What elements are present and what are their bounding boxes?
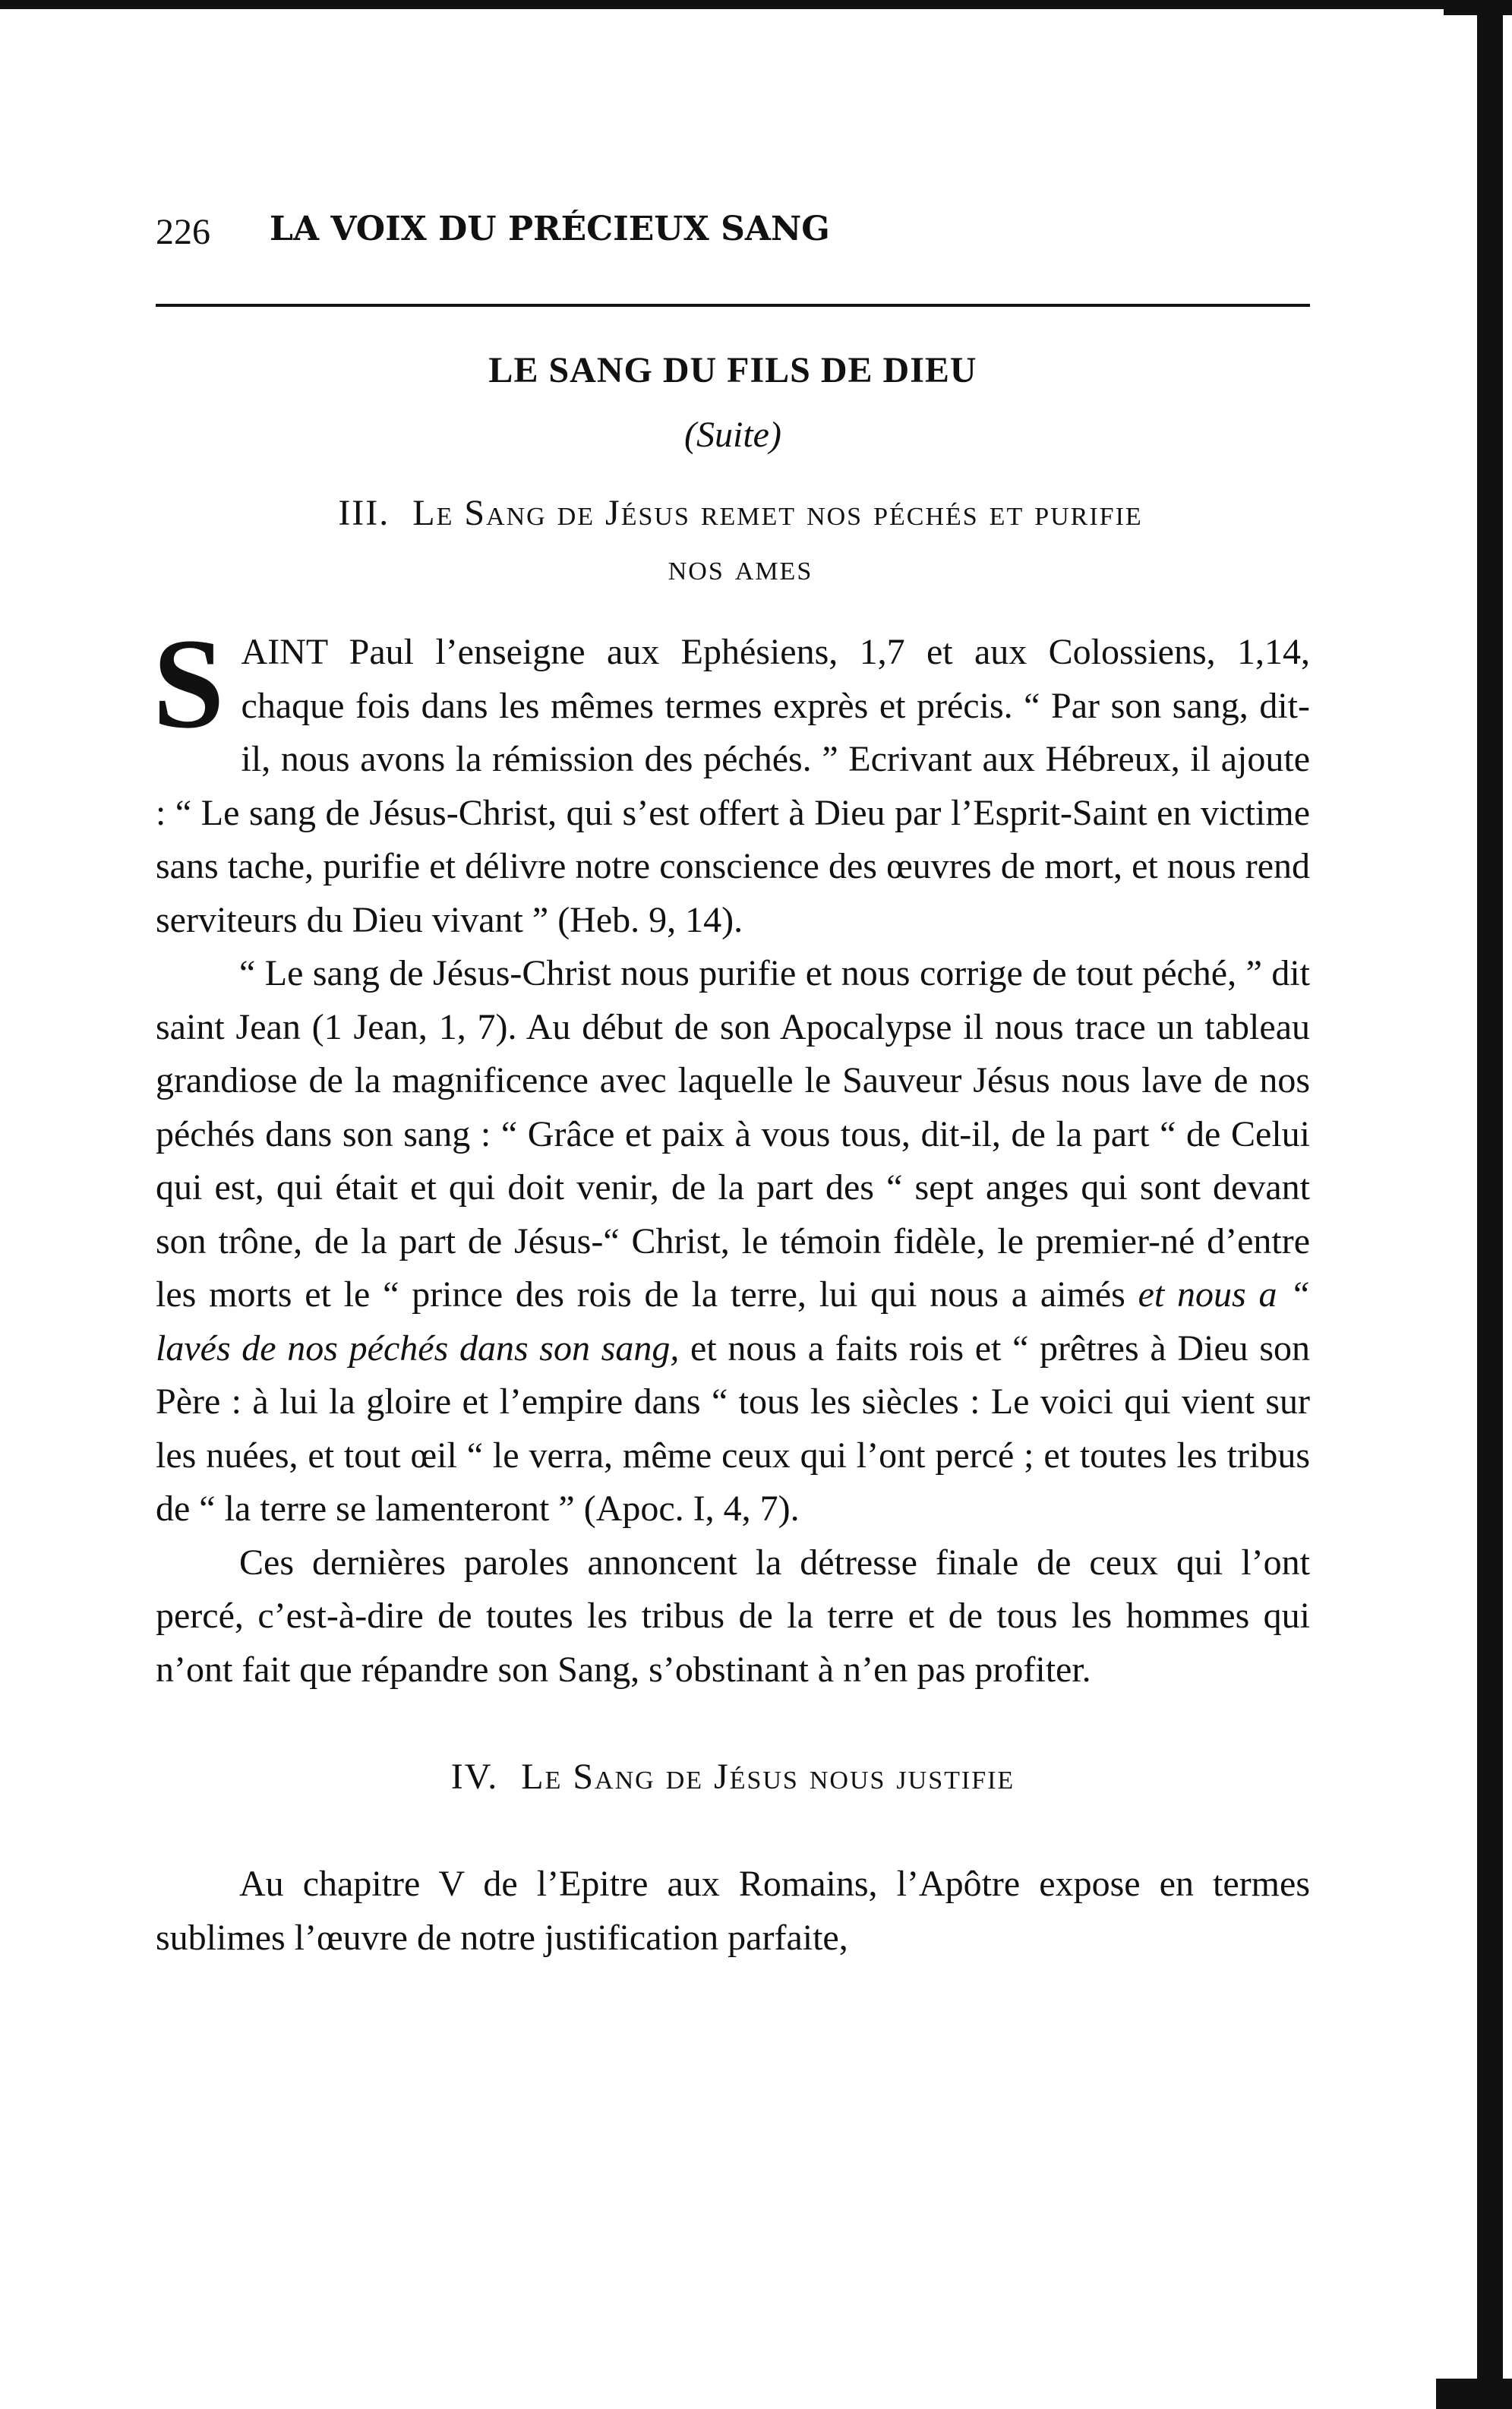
book-page (153, 190, 1311, 1965)
section-heading-text: Le Sang de Jésus nous justifie (521, 1757, 1015, 1797)
section-numeral: III. (338, 493, 390, 533)
section-heading-iv (156, 1750, 1310, 1804)
paragraph-2-text-a: “ Le sang de Jésus-Christ nous purifie et nous corrige de tout péché, ” dit saint Jean (1 Jean, 1, 7). Au début de son Apocalypse il nous trace un tableau grandiose de la magnificence avec laquelle le Sauveur Jésus nous lave de nos péchés dans son sang : “ Grâce et paix à vous tous, dit-il, de la part “ de Celui qui est, qui était et qui doit venir, de la part des “ sept anges qui sont devant son trône, de la part de Jésus-“ Christ, le témoin fidèle, le premier-né d’entre les morts et le “ prince des rois de la terre, lui qui nous a aimés (156, 953, 1310, 1315)
section-heading-line2: nos ames (668, 548, 813, 588)
paragraph-4: Au chapitre V de l’Epitre aux Romains, l’Apôtre expose en termes sublimes l’œuvre de notre justification parfaite, (156, 1864, 1310, 1958)
header-rule (156, 304, 1310, 307)
paragraph-1-lead: AINT (241, 632, 328, 672)
drop-cap: S (153, 612, 225, 755)
paragraph-3: Ces dernières paroles annoncent la détresse finale de ceux qui l’ont percé, c’est-à-dire de toutes les tribus de la terre et de tous les hommes qui n’ont fait que répandre son Sang, s’obstinant à n’en pas profiter. (156, 1542, 1310, 1690)
section-heading-iii (156, 486, 1310, 595)
section-numeral: IV. (450, 1757, 499, 1797)
chapter-title: LE SANG DU FILS DE DIEU (488, 350, 977, 390)
paragraph-2-italic: et nous a “ lavés de nos péchés dans son sang, (156, 1274, 1311, 1369)
running-title: LA VOIX DU PRÉCIEUX SANG (270, 210, 830, 248)
binding-edge (1477, 0, 1503, 2409)
page-top-edge (0, 0, 1466, 9)
paragraph-2 (156, 947, 1310, 1536)
page-number: 226 (156, 212, 210, 252)
paragraph-2-text-b: et nous a faits rois et “ prêtres à Dieu son Père : à lui la gloire et l’empire dans “ tous les siècles : Le voici qui vient sur les nuées, et tout œil “ le verra, même ceux qui l’ont percé ; et toutes les tribus de “ la terre se lamenteront ” (Apoc. I, 4, 7). (156, 1328, 1310, 1529)
paragraph-1-text: Paul l’enseigne aux Ephésiens, 1,7 et aux Colossiens, 1,14, chaque fois dans les mêmes termes exprès et précis. “ Par son sang, dit-il, nous avons la rémission des péchés. ” Ecrivant aux Hébreux, il ajoute : “ Le sang de Jésus-Christ, qui s’est offert à Dieu par l’Esprit-Saint en victime sans tache, purifie et délivre notre conscience des œuvres de mort, et nous rend serviteurs du Dieu vivant ” (Heb. 9, 14). (156, 632, 1310, 940)
section-heading-line1: Le Sang de Jésus remet nos péchés et purifie (412, 493, 1143, 533)
page-header (156, 190, 1310, 289)
binding-foot (1436, 2379, 1512, 2409)
paragraph-1 (153, 612, 1310, 947)
chapter-subtitle: (Suite) (684, 415, 781, 455)
